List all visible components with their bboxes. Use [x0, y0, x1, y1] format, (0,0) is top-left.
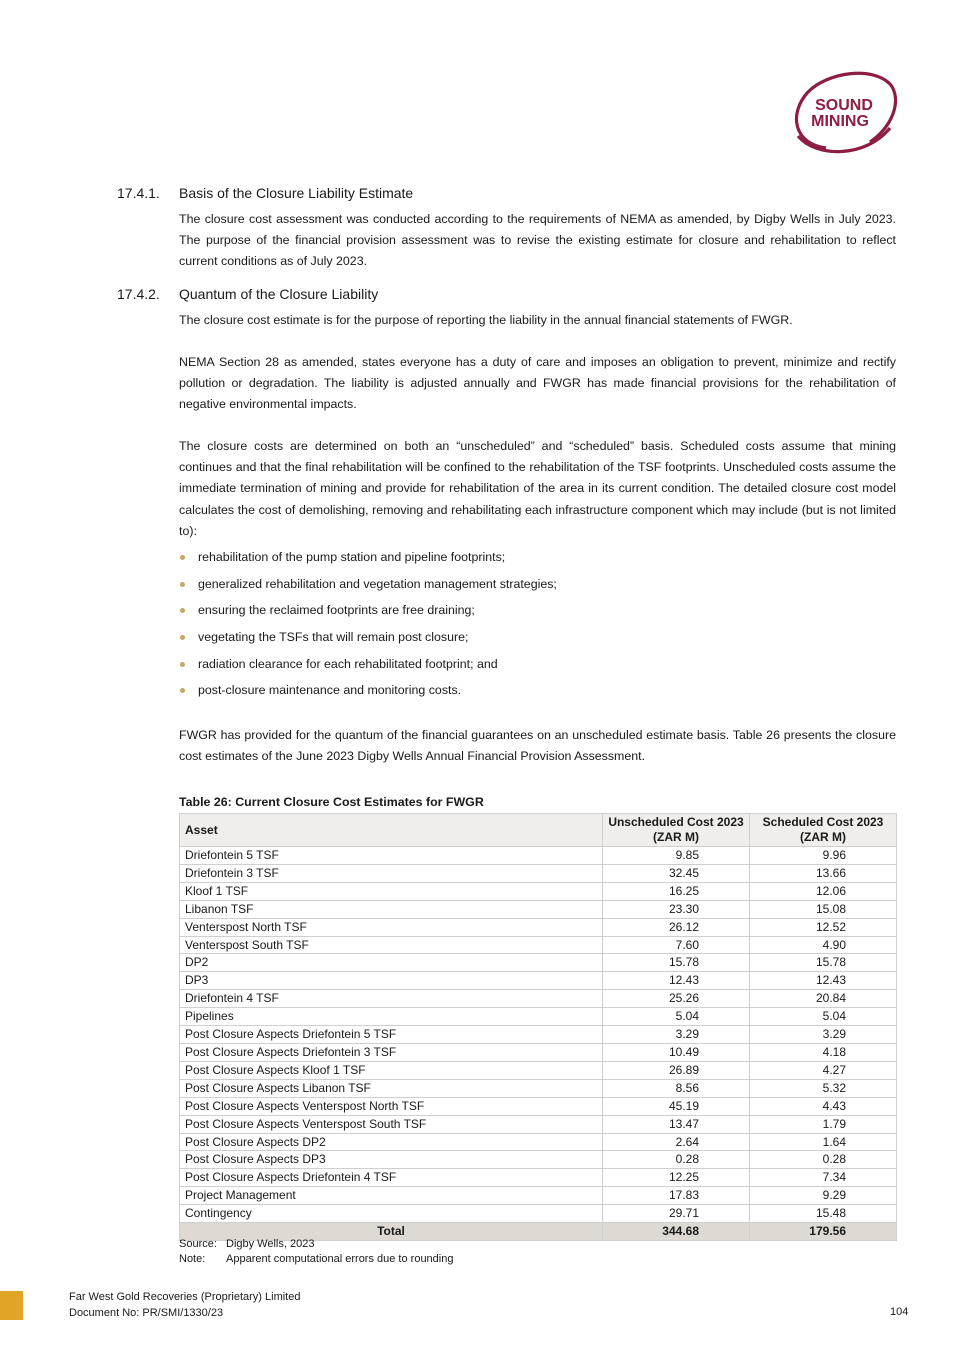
- header-asset: Asset: [180, 814, 603, 847]
- unscheduled-cell: 26.12: [603, 918, 750, 936]
- bullet-dot-icon: [180, 662, 185, 667]
- table-row: [180, 882, 897, 900]
- unscheduled-cell: 3.29: [603, 1026, 750, 1044]
- section-heading-17-4-1: [117, 185, 413, 201]
- asset-cell: Post Closure Aspects DP3: [180, 1151, 603, 1169]
- scheduled-cell: 12.43: [750, 972, 897, 990]
- table-source: Source: Digby Wells, 2023: [179, 1238, 315, 1250]
- scheduled-cell: 15.78: [750, 954, 897, 972]
- list-item: generalized rehabilitation and vegetation management strategies;: [179, 571, 557, 598]
- closure-components-list: [179, 544, 557, 704]
- table-row: [180, 1079, 897, 1097]
- unscheduled-cell: 13.47: [603, 1115, 750, 1133]
- table-row: [180, 1115, 897, 1133]
- bullet-dot-icon: [180, 688, 185, 693]
- unscheduled-cell: 2.64: [603, 1133, 750, 1151]
- table-row: [180, 1008, 897, 1026]
- footer: [69, 1290, 300, 1321]
- asset-cell: Post Closure Aspects Driefontein 5 TSF: [180, 1026, 603, 1044]
- sound-mining-logo: [786, 66, 900, 156]
- bullet-dot-icon: [180, 635, 185, 640]
- table-row: [180, 1097, 897, 1115]
- table-row: [180, 918, 897, 936]
- scheduled-cell: 13.66: [750, 864, 897, 882]
- scheduled-cell: 4.18: [750, 1043, 897, 1061]
- table-row: [180, 1169, 897, 1187]
- scheduled-cell: 5.32: [750, 1079, 897, 1097]
- asset-cell: Venterspost South TSF: [180, 936, 603, 954]
- scheduled-cell: 4.90: [750, 936, 897, 954]
- table-row: [180, 900, 897, 918]
- asset-cell: Driefontein 4 TSF: [180, 990, 603, 1008]
- footer-document-number: Document No: PR/SMI/1330/23: [69, 1306, 224, 1319]
- header-scheduled: Scheduled Cost 2023 (ZAR M): [750, 814, 897, 847]
- unscheduled-cell: 10.49: [603, 1043, 750, 1061]
- scheduled-cell: 15.48: [750, 1205, 897, 1223]
- total-label: Total: [180, 1223, 603, 1241]
- scheduled-cell: 7.34: [750, 1169, 897, 1187]
- table-row: [180, 1026, 897, 1044]
- asset-cell: Venterspost North TSF: [180, 918, 603, 936]
- table-note: Note: Apparent computational errors due to rounding: [179, 1253, 454, 1265]
- scheduled-cell: 9.96: [750, 847, 897, 865]
- table-row: [180, 1133, 897, 1151]
- footer-company: Far West Gold Recoveries (Proprietary) Limited: [69, 1291, 301, 1303]
- table-row: [180, 1043, 897, 1061]
- unscheduled-cell: 16.25: [603, 882, 750, 900]
- scheduled-cell: 9.29: [750, 1187, 897, 1205]
- table-row: [180, 847, 897, 865]
- asset-cell: Post Closure Aspects Venterspost North TSF: [180, 1097, 603, 1115]
- unscheduled-cell: 25.26: [603, 990, 750, 1008]
- list-item: ensuring the reclaimed footprints are free draining;: [179, 597, 557, 624]
- table-row: [180, 1151, 897, 1169]
- scheduled-cell: 5.04: [750, 1008, 897, 1026]
- asset-cell: Project Management: [180, 1187, 603, 1205]
- unscheduled-cell: 23.30: [603, 900, 750, 918]
- list-item: post-closure maintenance and monitoring costs.: [179, 677, 557, 704]
- unscheduled-cell: 0.28: [603, 1151, 750, 1169]
- total-unscheduled: 344.68: [603, 1223, 750, 1241]
- unscheduled-cell: 9.85: [603, 847, 750, 865]
- section-title: Basis of the Closure Liability Estimate: [179, 185, 414, 201]
- scheduled-cell: 3.29: [750, 1026, 897, 1044]
- asset-cell: Contingency: [180, 1205, 603, 1223]
- unscheduled-cell: 15.78: [603, 954, 750, 972]
- table-row: [180, 864, 897, 882]
- bullet-dot-icon: [180, 582, 185, 587]
- asset-cell: Post Closure Aspects DP2: [180, 1133, 603, 1151]
- paragraph-purpose: The closure cost estimate is for the purpose of reporting the liability in the annual financial statements of FWGR.: [179, 313, 793, 327]
- paragraph-nema: NEMA Section 28 as amended, states everyone has a duty of care and imposes an obligation to prevent, minimize and rectify pollution or degradation. The liability is adjusted annually and FWGR has made financial provisions for the rehabilitation of negative environmental impacts.: [179, 355, 896, 412]
- scheduled-cell: 12.06: [750, 882, 897, 900]
- table-row: [180, 1061, 897, 1079]
- table-row: [180, 954, 897, 972]
- table-row: [180, 1187, 897, 1205]
- section-number: 17.4.2.: [117, 286, 160, 302]
- unscheduled-cell: 45.19: [603, 1097, 750, 1115]
- asset-cell: DP3: [180, 972, 603, 990]
- unscheduled-cell: 5.04: [603, 1008, 750, 1026]
- logo-line-mining: MINING: [811, 113, 869, 130]
- scheduled-cell: 15.08: [750, 900, 897, 918]
- unscheduled-cell: 12.25: [603, 1169, 750, 1187]
- header-unscheduled: Unscheduled Cost 2023 (ZAR M): [603, 814, 750, 847]
- scheduled-cell: 1.79: [750, 1115, 897, 1133]
- asset-cell: Libanon TSF: [180, 900, 603, 918]
- table-header-row: [180, 814, 897, 847]
- paragraph-closure-costs: The closure costs are determined on both an “unscheduled” and “scheduled” basis. Scheduled costs assume that mining continues and that the final rehabilitation will be confined to the rehabilitation of the TSF footprints. Unscheduled costs assume the immediate termination of mining and provide for rehabilitation of the area in its current condition. The detailed closure cost model calculates the cost of demolishing, removing and rehabilitating each infrastructure component which may include (but is not limited to):: [179, 439, 896, 538]
- asset-cell: Post Closure Aspects Driefontein 4 TSF: [180, 1169, 603, 1187]
- closure-cost-table: [179, 813, 897, 1241]
- table-row: [180, 972, 897, 990]
- asset-cell: Driefontein 5 TSF: [180, 847, 603, 865]
- footer-accent-bar: [0, 1291, 23, 1320]
- asset-cell: Driefontein 3 TSF: [180, 864, 603, 882]
- list-item: radiation clearance for each rehabilitated footprint; and: [179, 651, 557, 678]
- asset-cell: Post Closure Aspects Libanon TSF: [180, 1079, 603, 1097]
- table-caption: Table 26: Current Closure Cost Estimates for FWGR: [179, 795, 484, 809]
- bullet-dot-icon: [180, 555, 185, 560]
- unscheduled-cell: 32.45: [603, 864, 750, 882]
- unscheduled-cell: 29.71: [603, 1205, 750, 1223]
- scheduled-cell: 12.52: [750, 918, 897, 936]
- page-number: 104: [890, 1306, 909, 1318]
- table-row: [180, 936, 897, 954]
- asset-cell: DP2: [180, 954, 603, 972]
- list-item: rehabilitation of the pump station and pipeline footprints;: [179, 544, 557, 571]
- list-item: vegetating the TSFs that will remain post closure;: [179, 624, 557, 651]
- bullet-dot-icon: [180, 608, 185, 613]
- table-row: [180, 1205, 897, 1223]
- scheduled-cell: 4.27: [750, 1061, 897, 1079]
- section-title: Quantum of the Closure Liability: [179, 286, 379, 302]
- logo-line-sound: SOUND: [815, 97, 873, 114]
- asset-cell: Post Closure Aspects Venterspost South TSF: [180, 1115, 603, 1133]
- section-number: 17.4.1.: [117, 185, 160, 201]
- unscheduled-cell: 12.43: [603, 972, 750, 990]
- asset-cell: Kloof 1 TSF: [180, 882, 603, 900]
- scheduled-cell: 1.64: [750, 1133, 897, 1151]
- asset-cell: Pipelines: [180, 1008, 603, 1026]
- paragraph-quantum: FWGR has provided for the quantum of the financial guarantees on an unscheduled estimate basis. Table 26 presents the closure cost estimates of the June 2023 Digby Wells Annual Financial Provision Assessment.: [179, 728, 896, 764]
- asset-cell: Post Closure Aspects Driefontein 3 TSF: [180, 1043, 603, 1061]
- unscheduled-cell: 17.83: [603, 1187, 750, 1205]
- unscheduled-cell: 7.60: [603, 936, 750, 954]
- scheduled-cell: 4.43: [750, 1097, 897, 1115]
- section-heading-17-4-2: [117, 286, 378, 302]
- unscheduled-cell: 8.56: [603, 1079, 750, 1097]
- table-row: [180, 990, 897, 1008]
- scheduled-cell: 20.84: [750, 990, 897, 1008]
- paragraph-basis: The closure cost assessment was conducted according to the requirements of NEMA as amended, by Digby Wells in July 2023. The purpose of the financial provision assessment was to revise the existing estimate for closure and rehabilitation to reflect current conditions as of July 2023.: [179, 212, 896, 269]
- total-scheduled: 179.56: [750, 1223, 897, 1241]
- scheduled-cell: 0.28: [750, 1151, 897, 1169]
- unscheduled-cell: 26.89: [603, 1061, 750, 1079]
- asset-cell: Post Closure Aspects Kloof 1 TSF: [180, 1061, 603, 1079]
